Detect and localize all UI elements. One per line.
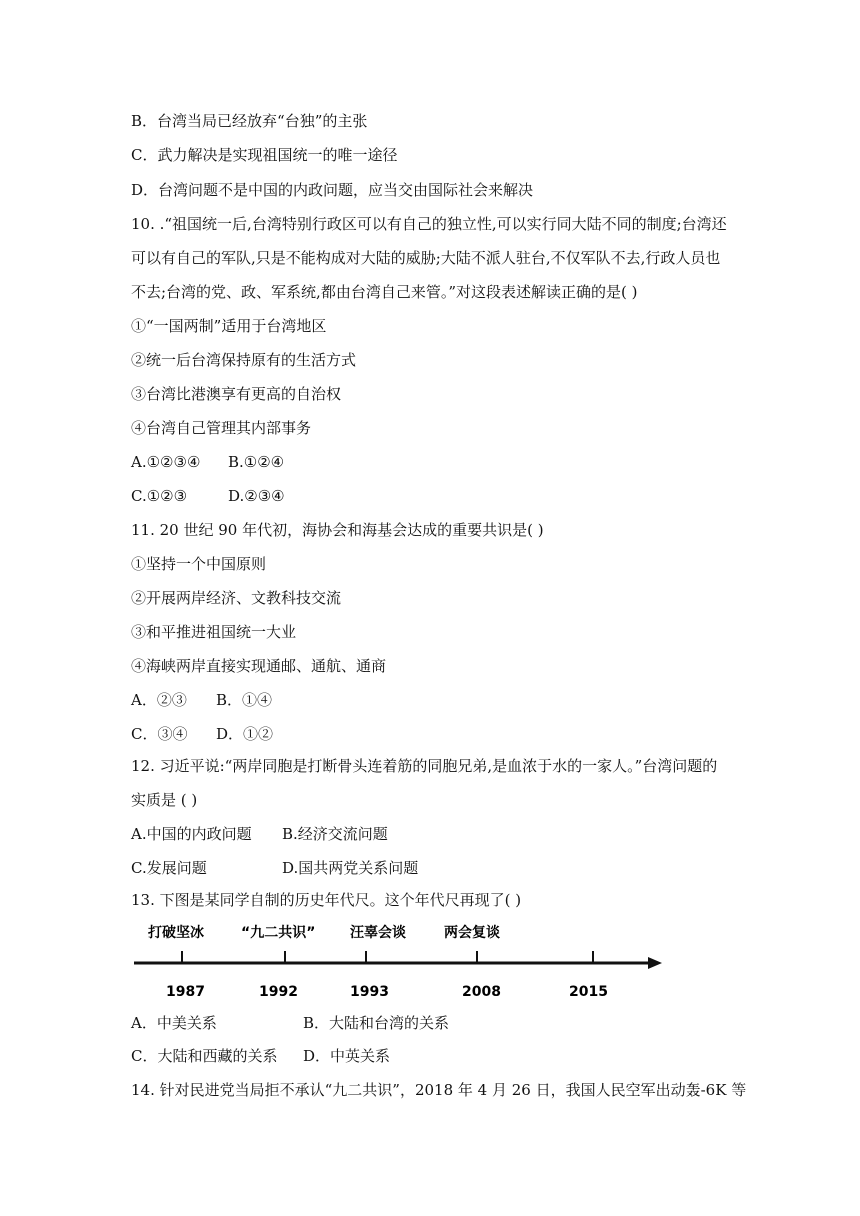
timeline-arrow-icon <box>648 957 662 969</box>
q11-option-d: D．①② <box>216 725 274 743</box>
q12-stem-line-1: 12. 习近平说:“两岸同胞是打断骨头连着筋的同胞兄弟,是血浓于水的一家人。”台湾问题的 <box>131 757 718 775</box>
q13-option-b: B．大陆和台湾的关系 <box>303 1014 450 1032</box>
q9-option-b: B．台湾当局已经放弃“台独”的主张 <box>131 112 368 130</box>
timeline-year-2015: 2015 <box>569 984 608 1000</box>
q11-option-c: C．③④ <box>131 725 188 743</box>
q9-option-c: C．武力解决是实现祖国统一的唯一途径 <box>131 146 398 164</box>
q10-option-b: B.①②④ <box>228 453 285 471</box>
timeline-year-1987: 1987 <box>166 984 205 1000</box>
timeline-event-3: 汪辜会谈 <box>350 925 406 941</box>
q10-option-a: A.①②③④ <box>131 453 201 471</box>
q13-option-a: A．中美关系 <box>131 1014 217 1032</box>
q14-stem: 14. 针对民进党当局拒不承认“九二共识”，2018 年 4 月 26 日，我国人民空军出动轰-6K 等 <box>131 1081 747 1099</box>
q11-item-1: ①坚持一个中国原则 <box>131 555 267 573</box>
q13-stem: 13. 下图是某同学自制的历史年代尺。这个年代尺再现了( ) <box>131 891 522 909</box>
q10-option-d: D.②③④ <box>228 487 285 505</box>
q10-stem-line-1: 10. .“祖国统一后,台湾特别行政区可以有自己的独立性,可以实行同大陆不同的制度;台湾还 <box>131 215 727 233</box>
timeline-year-1993: 1993 <box>350 984 389 1000</box>
q10-item-1: ①“一国两制”适用于台湾地区 <box>131 317 327 335</box>
q12-option-a: A.中国的内政问题 <box>131 825 252 843</box>
timeline-year-1992: 1992 <box>259 984 298 1000</box>
q9-option-d: D．台湾问题不是中国的内政问题，应当交由国际社会来解决 <box>131 181 534 199</box>
q10-item-4: ④台湾自己管理其内部事务 <box>131 419 312 437</box>
q13-option-d: D．中英关系 <box>303 1047 391 1065</box>
q12-option-b: B.经济交流问题 <box>282 825 388 843</box>
q11-item-4: ④海峡两岸直接实现通邮、通航、通商 <box>131 657 387 675</box>
history-timeline <box>128 918 668 1002</box>
q10-stem-line-3: 不去;台湾的党、政、军系统,都由台湾自己来管。”对这段表述解读正确的是( ) <box>131 283 638 301</box>
q11-stem: 11. 20 世纪 90 年代初，海协会和海基会达成的重要共识是( ) <box>131 521 544 539</box>
timeline-year-2008: 2008 <box>462 984 501 1000</box>
q10-item-3: ③台湾比港澳享有更高的自治权 <box>131 385 342 403</box>
q12-option-c: C.发展问题 <box>131 859 207 877</box>
timeline-event-1: 打破坚冰 <box>148 925 204 941</box>
q10-stem-line-2: 可以有自己的军队,只是不能构成对大陆的威胁;大陆不派人驻台,不仅军队不去,行政人员也 <box>131 249 721 267</box>
timeline-event-2: “九二共识” <box>241 925 316 941</box>
q12-option-d: D.国共两党关系问题 <box>282 859 419 877</box>
q12-stem-line-2: 实质是 ( ) <box>131 791 198 809</box>
q13-option-c: C．大陆和西藏的关系 <box>131 1047 278 1065</box>
q10-option-c: C.①②③ <box>131 487 188 505</box>
q11-option-b: B．①④ <box>216 691 273 709</box>
q10-item-2: ②统一后台湾保持原有的生活方式 <box>131 351 357 369</box>
q11-item-3: ③和平推进祖国统一大业 <box>131 623 297 641</box>
timeline-event-4: 两会复谈 <box>444 925 500 941</box>
q11-item-2: ②开展两岸经济、文教科技交流 <box>131 589 342 607</box>
q11-option-a: A．②③ <box>131 691 187 709</box>
